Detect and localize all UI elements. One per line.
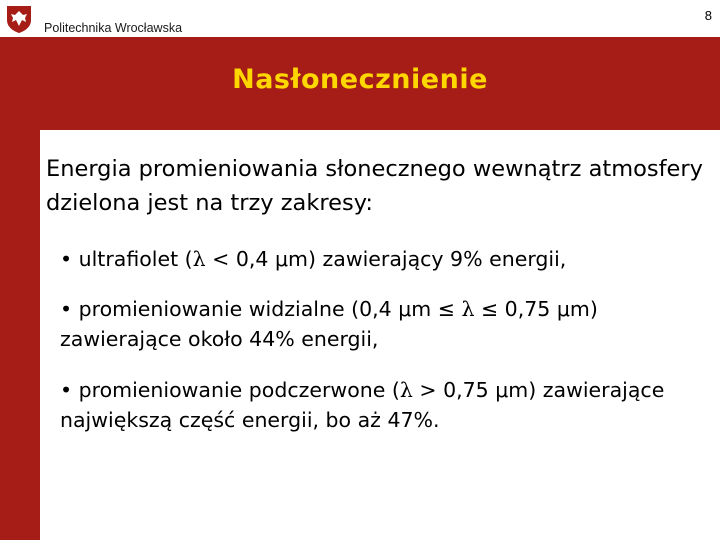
bullet-text: < 0,4 μm) zawierający 9% energii,	[205, 247, 567, 271]
bullet-text: • promieniowanie widzialne (0,4 μm ≤	[60, 297, 462, 321]
bullet-text: • promieniowanie podczerwone (	[60, 378, 400, 402]
lambda-symbol: λ	[192, 247, 206, 271]
lambda-symbol: λ	[461, 297, 475, 321]
page-number: 8	[704, 8, 712, 23]
intro-text: Energia promieniowania słonecznego wewnątrz atmosfery dzielona jest na trzy zakresy:	[46, 156, 703, 216]
bullet-ultraviolet	[60, 244, 710, 274]
bullet-visible	[60, 294, 710, 354]
bullet-text: > 0,75 μm) zawierające największą część energii, bo aż 47%.	[60, 378, 665, 432]
bullet-text: • ultrafiolet (	[60, 247, 193, 271]
brand-name: Politechnika Wrocławska	[44, 21, 183, 35]
lambda-symbol: λ	[399, 378, 413, 402]
slide-title: Nasłonecznienie	[232, 64, 488, 95]
bullet-text: ≤ 0,75 μm) zawierające około 44% energii,	[60, 297, 598, 351]
university-eagle-logo-icon	[4, 4, 34, 34]
bullet-infrared	[60, 375, 710, 435]
